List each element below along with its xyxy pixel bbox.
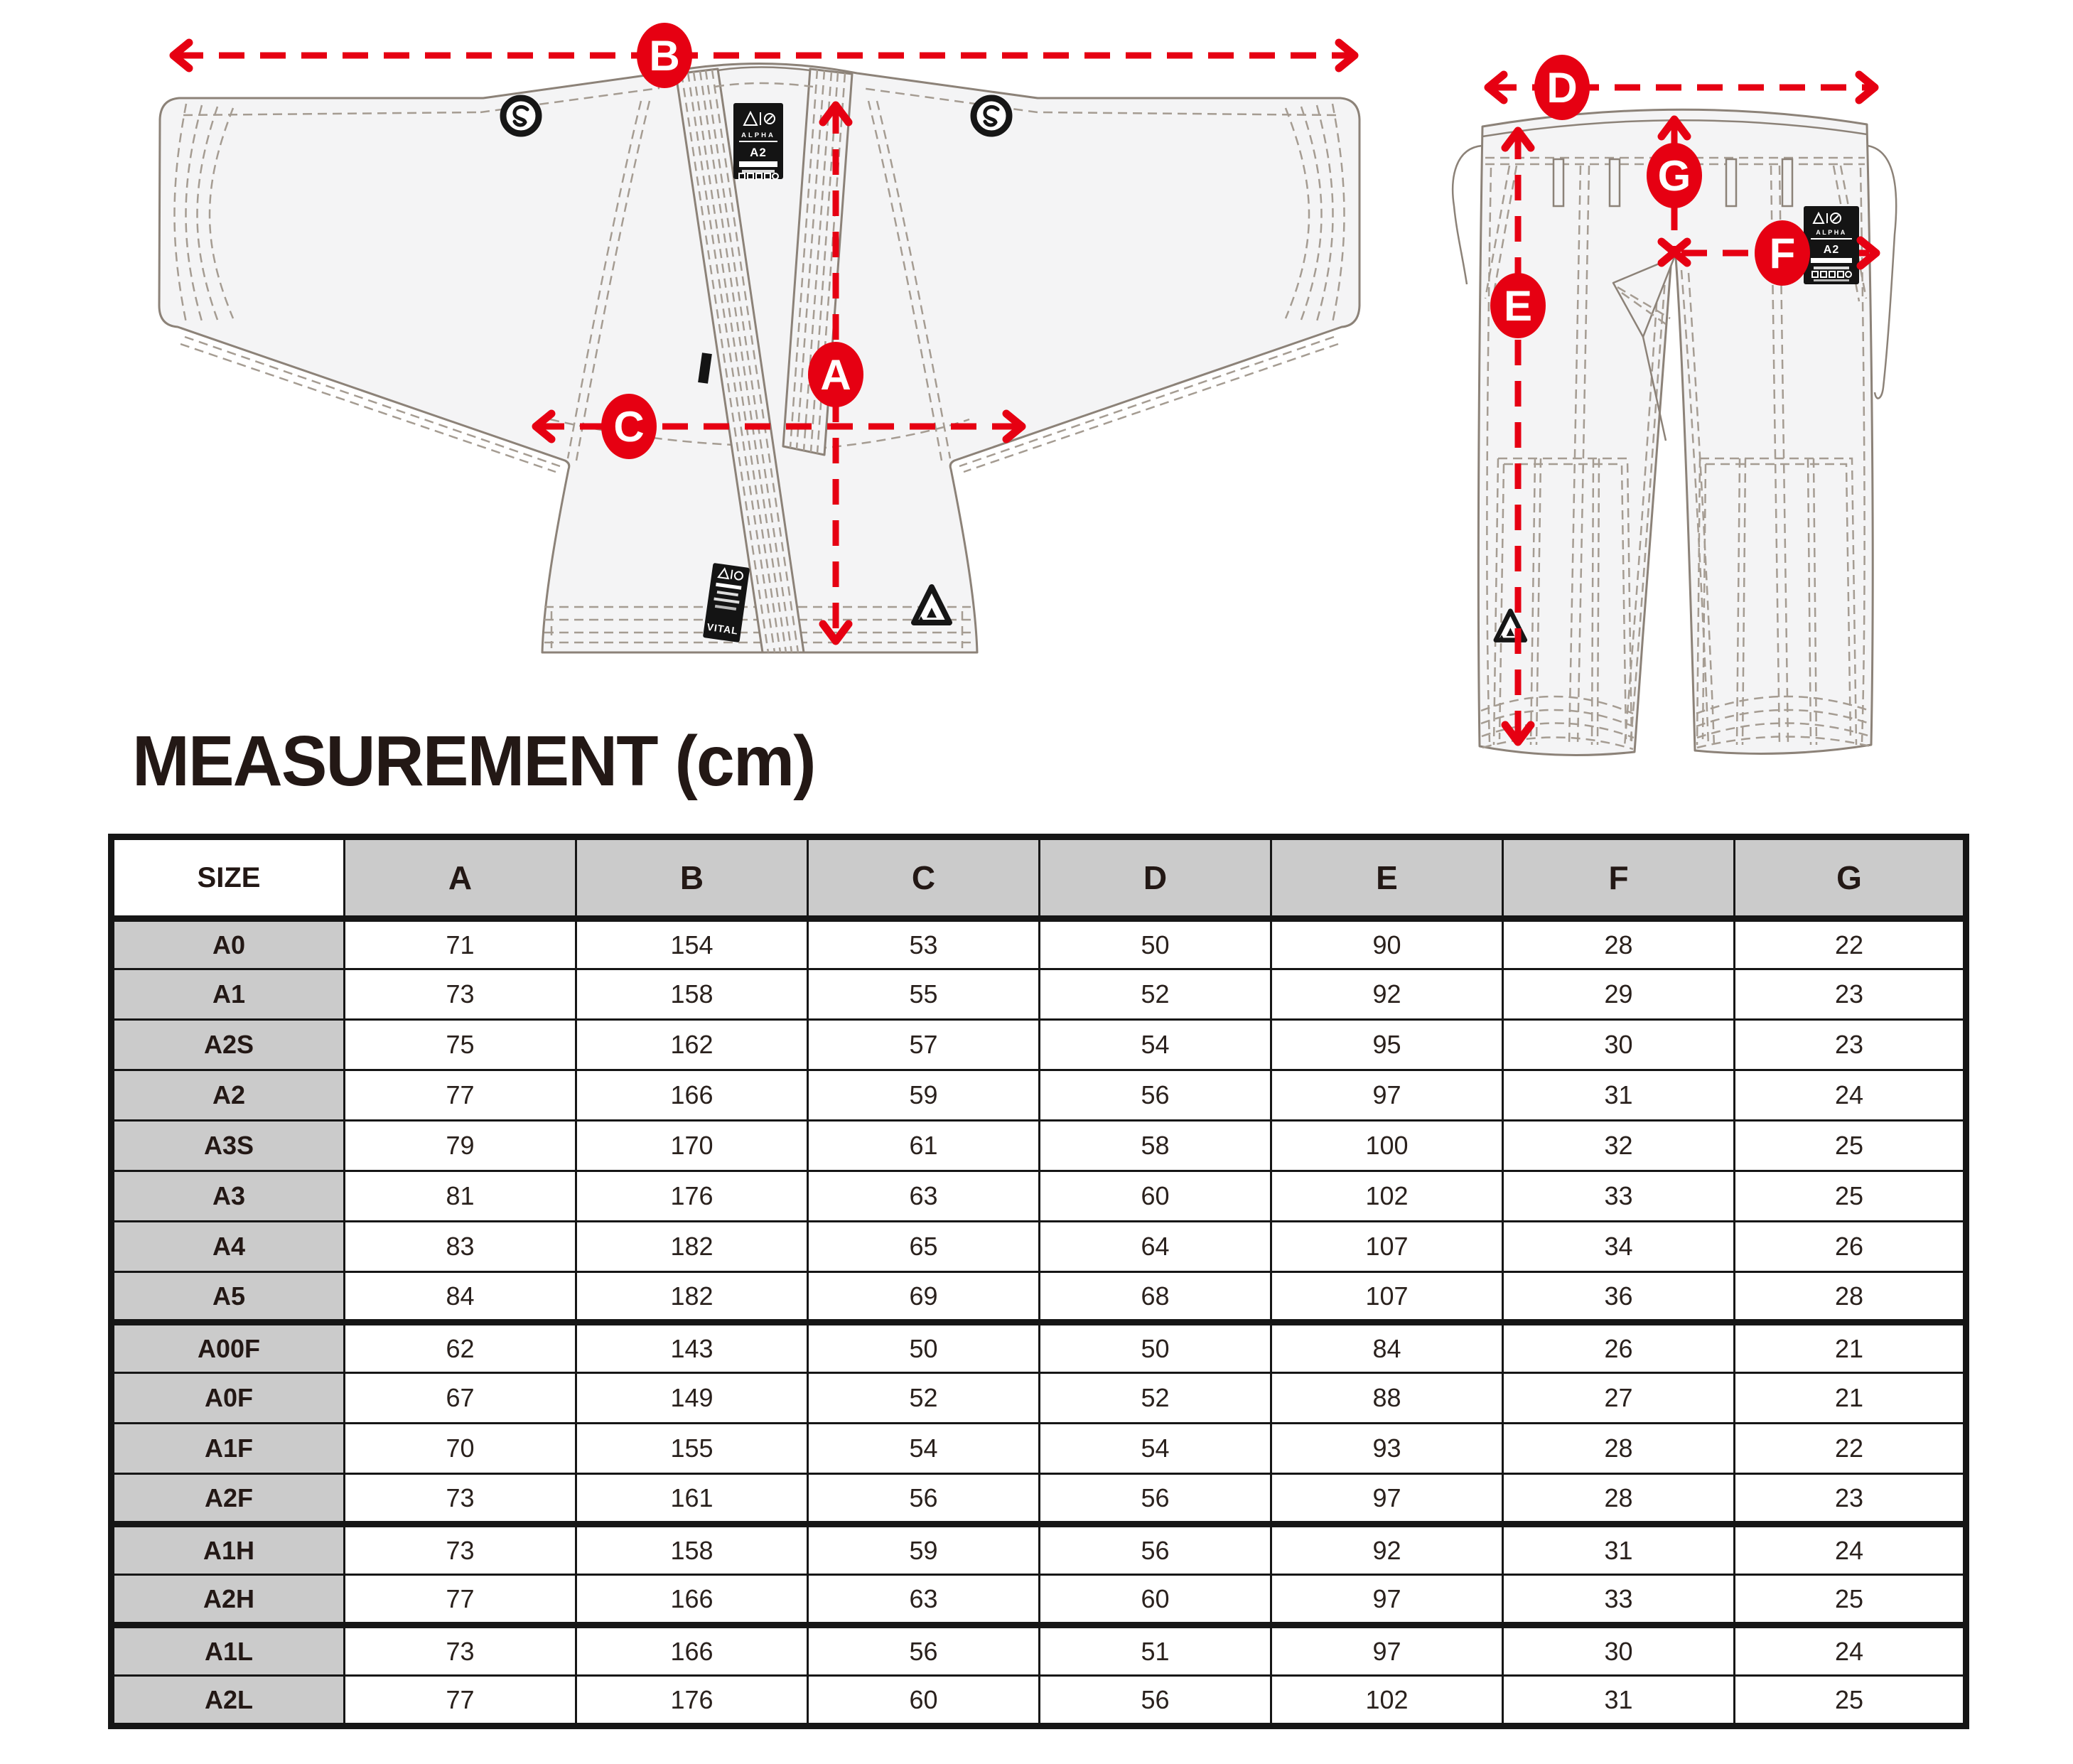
measure-cell: 90 xyxy=(1271,919,1503,969)
size-cell: A2F xyxy=(112,1474,345,1524)
measure-cell: 28 xyxy=(1503,1424,1735,1474)
table-row xyxy=(112,1676,1966,1726)
measure-cell: 102 xyxy=(1271,1676,1503,1726)
measure-cell: 28 xyxy=(1503,1474,1735,1524)
measure-cell: 33 xyxy=(1503,1171,1735,1222)
pants-label-size: A2 xyxy=(1823,244,1840,256)
measure-cell: 23 xyxy=(1735,969,1966,1020)
measure-cell: 25 xyxy=(1735,1676,1966,1726)
header-cell-b: B xyxy=(576,837,808,919)
size-cell: A2 xyxy=(112,1070,345,1121)
measure-cell: 56 xyxy=(808,1625,1040,1676)
measure-cell: 71 xyxy=(345,919,576,969)
table-row xyxy=(112,1020,1966,1070)
measure-cell: 92 xyxy=(1271,969,1503,1020)
measure-cell: 95 xyxy=(1271,1020,1503,1070)
measure-cell: 25 xyxy=(1735,1171,1966,1222)
measure-cell: 23 xyxy=(1735,1474,1966,1524)
measure-cell: 155 xyxy=(576,1424,808,1474)
measure-cell: 149 xyxy=(576,1373,808,1424)
header-cell-d: D xyxy=(1040,837,1271,919)
measure-cell: 60 xyxy=(1040,1575,1271,1625)
measure-cell: 73 xyxy=(345,1625,576,1676)
measure-cell: 107 xyxy=(1271,1222,1503,1272)
measure-cell: 26 xyxy=(1735,1222,1966,1272)
measure-cell: 64 xyxy=(1040,1222,1271,1272)
measure-cell: 52 xyxy=(1040,969,1271,1020)
measure-cell: 28 xyxy=(1503,919,1735,969)
measure-cell: 50 xyxy=(1040,1323,1271,1373)
measure-cell: 59 xyxy=(808,1070,1040,1121)
header-cell-f: F xyxy=(1503,837,1735,919)
measure-cell: 31 xyxy=(1503,1524,1735,1575)
jacket-neck-label xyxy=(733,103,783,179)
measure-cell: 68 xyxy=(1040,1272,1271,1323)
measure-cell: 73 xyxy=(345,1524,576,1575)
measure-cell: 77 xyxy=(345,1676,576,1726)
table-row xyxy=(112,1171,1966,1222)
measure-cell: 67 xyxy=(345,1373,576,1424)
svg-text:E: E xyxy=(1503,282,1533,330)
measure-cell: 54 xyxy=(1040,1424,1271,1474)
measure-cell: 22 xyxy=(1735,919,1966,969)
measure-cell: 182 xyxy=(576,1272,808,1323)
measure-cell: 92 xyxy=(1271,1524,1503,1575)
measure-cell: 79 xyxy=(345,1121,576,1171)
pants-waist-label xyxy=(1804,206,1859,284)
measure-cell: 84 xyxy=(345,1272,576,1323)
measure-cell: 59 xyxy=(808,1524,1040,1575)
measure-badge-c xyxy=(601,394,657,459)
measure-cell: 21 xyxy=(1735,1373,1966,1424)
size-cell: A3 xyxy=(112,1171,345,1222)
header-cell-size: SIZE xyxy=(112,837,345,919)
neck-label-size: A2 xyxy=(750,146,767,159)
measure-cell: 166 xyxy=(576,1575,808,1625)
measure-cell: 158 xyxy=(576,1524,808,1575)
measure-cell: 107 xyxy=(1271,1272,1503,1323)
measure-badge-d xyxy=(1534,55,1590,120)
measure-cell: 154 xyxy=(576,919,808,969)
measure-cell: 51 xyxy=(1040,1625,1271,1676)
measure-cell: 102 xyxy=(1271,1171,1503,1222)
size-cell: A0 xyxy=(112,919,345,969)
svg-text:C: C xyxy=(613,403,645,451)
measure-cell: 83 xyxy=(345,1222,576,1272)
measure-cell: 73 xyxy=(345,1474,576,1524)
measure-cell: 21 xyxy=(1735,1323,1966,1373)
size-cell: A2S xyxy=(112,1020,345,1070)
measurement-table xyxy=(108,834,1969,1729)
measure-cell: 25 xyxy=(1735,1121,1966,1171)
measure-cell: 97 xyxy=(1271,1575,1503,1625)
measure-cell: 176 xyxy=(576,1171,808,1222)
measure-cell: 166 xyxy=(576,1070,808,1121)
measure-cell: 158 xyxy=(576,969,808,1020)
measure-cell: 22 xyxy=(1735,1424,1966,1474)
measure-badge-e xyxy=(1490,273,1546,338)
measure-cell: 50 xyxy=(808,1323,1040,1373)
measure-badge-b xyxy=(637,23,692,88)
header-cell-a: A xyxy=(345,837,576,919)
size-table-body xyxy=(112,919,1966,1726)
measure-cell: 27 xyxy=(1503,1373,1735,1424)
measure-cell: 52 xyxy=(808,1373,1040,1424)
measure-cell: 32 xyxy=(1503,1121,1735,1171)
measure-cell: 93 xyxy=(1271,1424,1503,1474)
measure-cell: 31 xyxy=(1503,1070,1735,1121)
jacket-diagram xyxy=(159,64,1359,653)
measure-cell: 60 xyxy=(1040,1171,1271,1222)
measure-cell: 36 xyxy=(1503,1272,1735,1323)
table-row xyxy=(112,1575,1966,1625)
measure-cell: 57 xyxy=(808,1020,1040,1070)
table-row xyxy=(112,1424,1966,1474)
measure-cell: 65 xyxy=(808,1222,1040,1272)
measure-cell: 56 xyxy=(1040,1524,1271,1575)
measure-cell: 54 xyxy=(808,1424,1040,1474)
measure-cell: 176 xyxy=(576,1676,808,1726)
belt-label-text: VITAL xyxy=(706,620,739,637)
measure-cell: 97 xyxy=(1271,1070,1503,1121)
svg-text:D: D xyxy=(1546,64,1578,112)
measure-cell: 50 xyxy=(1040,919,1271,969)
measure-cell: 166 xyxy=(576,1625,808,1676)
measure-badge-f xyxy=(1755,220,1810,286)
table-row xyxy=(112,1323,1966,1373)
svg-text:F: F xyxy=(1769,230,1796,277)
measurement-diagram xyxy=(0,0,2073,817)
chest-circle-logo xyxy=(503,98,539,134)
header-cell-g: G xyxy=(1735,837,1966,919)
measure-cell: 30 xyxy=(1503,1625,1735,1676)
table-row xyxy=(112,919,1966,969)
neck-label-brand: ALPHA xyxy=(741,131,775,139)
measure-cell: 26 xyxy=(1503,1323,1735,1373)
measure-cell: 69 xyxy=(808,1272,1040,1323)
chest-circle-logo xyxy=(974,98,1009,134)
measure-cell: 60 xyxy=(808,1676,1040,1726)
svg-text:A: A xyxy=(820,351,851,399)
measure-cell: 97 xyxy=(1271,1625,1503,1676)
pants-label-brand: ALPHA xyxy=(1816,229,1847,236)
measure-cell: 53 xyxy=(808,919,1040,969)
measure-cell: 75 xyxy=(345,1020,576,1070)
measure-cell: 56 xyxy=(1040,1070,1271,1121)
measure-cell: 63 xyxy=(808,1171,1040,1222)
size-cell: A1H xyxy=(112,1524,345,1575)
measure-cell: 25 xyxy=(1735,1575,1966,1625)
table-row xyxy=(112,1524,1966,1575)
size-cell: A5 xyxy=(112,1272,345,1323)
measure-cell: 77 xyxy=(345,1070,576,1121)
measure-cell: 143 xyxy=(576,1323,808,1373)
measure-cell: 161 xyxy=(576,1474,808,1524)
measure-cell: 29 xyxy=(1503,969,1735,1020)
table-row xyxy=(112,1272,1966,1323)
measure-cell: 54 xyxy=(1040,1020,1271,1070)
measure-cell: 24 xyxy=(1735,1070,1966,1121)
table-row xyxy=(112,1373,1966,1424)
svg-text:G: G xyxy=(1657,152,1691,200)
measure-cell: 88 xyxy=(1271,1373,1503,1424)
measure-cell: 24 xyxy=(1735,1625,1966,1676)
measure-cell: 34 xyxy=(1503,1222,1735,1272)
header-cell-e: E xyxy=(1271,837,1503,919)
measure-cell: 30 xyxy=(1503,1020,1735,1070)
size-cell: A0F xyxy=(112,1373,345,1424)
measure-badge-a xyxy=(808,342,863,407)
size-cell: A2H xyxy=(112,1575,345,1625)
measure-cell: 56 xyxy=(1040,1676,1271,1726)
measure-cell: 63 xyxy=(808,1575,1040,1625)
size-cell: A00F xyxy=(112,1323,345,1373)
measure-cell: 97 xyxy=(1271,1474,1503,1524)
size-cell: A1L xyxy=(112,1625,345,1676)
header-cell-c: C xyxy=(808,837,1040,919)
table-row xyxy=(112,1121,1966,1171)
measure-cell: 84 xyxy=(1271,1323,1503,1373)
measure-cell: 170 xyxy=(576,1121,808,1171)
drawstring xyxy=(1453,146,1482,284)
measure-cell: 182 xyxy=(576,1222,808,1272)
measure-cell: 100 xyxy=(1271,1121,1503,1171)
size-cell: A1 xyxy=(112,969,345,1020)
measure-cell: 58 xyxy=(1040,1121,1271,1171)
measure-badge-g xyxy=(1647,143,1702,208)
size-cell: A4 xyxy=(112,1222,345,1272)
measure-cell: 81 xyxy=(345,1171,576,1222)
measure-cell: 77 xyxy=(345,1575,576,1625)
table-row xyxy=(112,1625,1966,1676)
measure-cell: 24 xyxy=(1735,1524,1966,1575)
size-cell: A1F xyxy=(112,1424,345,1474)
page-title: MEASUREMENT (cm) xyxy=(132,721,815,801)
table-row xyxy=(112,1070,1966,1121)
size-cell: A3S xyxy=(112,1121,345,1171)
table-row xyxy=(112,969,1966,1020)
measure-cell: 56 xyxy=(1040,1474,1271,1524)
measure-cell: 23 xyxy=(1735,1020,1966,1070)
table-header xyxy=(112,837,1966,919)
measure-cell: 55 xyxy=(808,969,1040,1020)
svg-text:B: B xyxy=(649,32,680,80)
measure-cell: 52 xyxy=(1040,1373,1271,1424)
measure-cell: 33 xyxy=(1503,1575,1735,1625)
size-cell: A2L xyxy=(112,1676,345,1726)
measure-cell: 56 xyxy=(808,1474,1040,1524)
measure-cell: 28 xyxy=(1735,1272,1966,1323)
measure-cell: 162 xyxy=(576,1020,808,1070)
measure-cell: 73 xyxy=(345,969,576,1020)
table-row xyxy=(112,1222,1966,1272)
measure-cell: 70 xyxy=(345,1424,576,1474)
table-row xyxy=(112,1474,1966,1524)
measure-cell: 31 xyxy=(1503,1676,1735,1726)
measure-cell: 61 xyxy=(808,1121,1040,1171)
measure-cell: 62 xyxy=(345,1323,576,1373)
